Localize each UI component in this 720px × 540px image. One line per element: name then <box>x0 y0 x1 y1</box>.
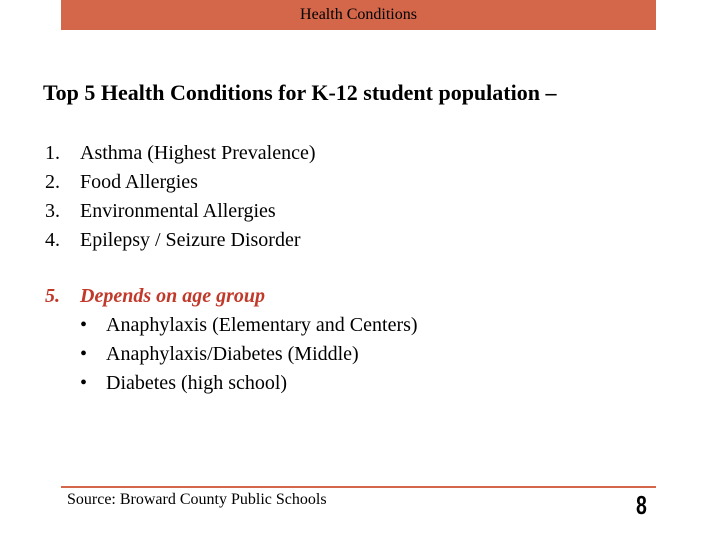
footer-divider <box>61 486 656 488</box>
sublist-item <box>45 340 418 369</box>
header-title: Health Conditions <box>300 6 417 23</box>
page-number: 8 <box>636 490 647 520</box>
list-item-label: Environmental Allergies <box>80 200 276 222</box>
list-item-number: 4. <box>45 229 60 251</box>
header-bar <box>61 0 656 30</box>
bullet-icon: • <box>80 343 88 365</box>
sublist-item <box>45 311 418 340</box>
item-five-number: 5. <box>45 285 60 307</box>
list-item-label: Asthma (Highest Prevalence) <box>80 142 316 164</box>
list-item-label: Epilepsy / Seizure Disorder <box>80 229 301 251</box>
list-item-number: 3. <box>45 200 60 222</box>
age-group-sublist <box>45 311 418 398</box>
list-item <box>45 226 315 255</box>
list-item-label: Food Allergies <box>80 171 198 193</box>
slide-title: Top 5 Health Conditions for K-12 student population – <box>43 80 557 105</box>
bullet-icon: • <box>80 314 88 336</box>
source-citation: Source: Broward County Public Schools <box>67 491 327 508</box>
list-item <box>45 197 315 226</box>
list-item <box>45 168 315 197</box>
bullet-icon: • <box>80 372 88 394</box>
list-item-number: 1. <box>45 142 60 164</box>
item-five-heading: Depends on age group <box>80 285 266 307</box>
sublist-item-label: Diabetes (high school) <box>106 372 288 394</box>
list-item <box>45 139 315 168</box>
sublist-item <box>45 369 418 398</box>
sublist-item-label: Anaphylaxis/Diabetes (Middle) <box>106 343 359 365</box>
conditions-list <box>45 139 315 255</box>
item-five <box>45 282 418 398</box>
list-item-number: 2. <box>45 171 60 193</box>
sublist-item-label: Anaphylaxis (Elementary and Centers) <box>106 314 418 336</box>
item-five-heading-row <box>45 282 418 311</box>
